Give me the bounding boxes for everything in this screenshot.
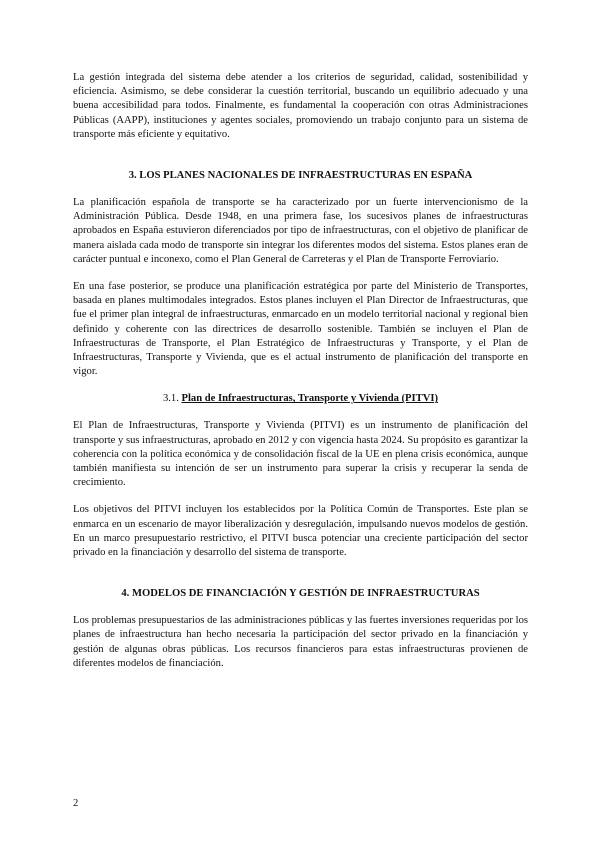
section-3-1-heading xyxy=(73,392,528,406)
section-3-1-title: Plan de Infraestructuras, Transporte y Vivienda (PITVI) xyxy=(181,393,439,405)
document-body xyxy=(73,71,528,671)
page-number: 2 xyxy=(73,798,79,809)
section-3-1-number: 3.1. xyxy=(162,393,179,405)
section-4-heading: 4. MODELOS DE FINANCIACIÓN Y GESTIÓN DE INFRAESTRUCTURAS xyxy=(121,588,480,600)
section-3-paragraph-2: En una fase posterior, se produce una planificación estratégica por parte del Ministerio de Transportes, basada en planes multimodales integrados. Estos planes incluyen el Plan Director de Infraestructuras, que fue el primer plan integral de infraestructuras, enmarcado en un modelo territorial nacional y regional bien definido y coherente con las directrices de desarrollo sostenible. También se incluyen el Plan de Infraestructuras de Transporte, el Plan Estratégico de Infraestructuras y Transporte, y el Plan de Infraestructuras, Transporte y Vivienda, que es el actual instrumento de planificación del transporte en vigor. xyxy=(73,281,528,378)
section-3-heading: 3. LOS PLANES NACIONALES DE INFRAESTRUCTURAS EN ESPAÑA xyxy=(128,170,473,182)
section-3-1-paragraph-2: Los objetivos del PITVI incluyen los establecidos por la Política Común de Transportes. Este plan se enmarca en un escenario de mayor liberalización y desregulación, impulsando nuevos modelos de gestión. En un marco presupuestario restrictivo, el PITVI busca potenciar una creciente participación del sector privado en la financiación y desarrollo del sistema de transporte. xyxy=(73,504,528,559)
section-3-1-paragraph-1: El Plan de Infraestructuras, Transporte y Vivienda (PITVI) es un instrumento de planificación del transporte y sus infraestructuras, aprobado en 2012 y con vigencia hasta 2024. Su propósito es garantizar la coherencia con la política económica y de consolidación fiscal de la UE en plena crisis económica, aunque también manifiesta su intención de ser un instrumento para superar la crisis y recuperar la senda de crecimiento. xyxy=(73,420,528,489)
section-4-paragraph-1: Los problemas presupuestarios de las administraciones públicas y las fuertes inversiones requeridas por los planes de infraestructura han hecho necesaria la participación del sector privado en la financiación y gestión de algunas obras públicas. Los recursos financieros para estas infraestructuras provienen de diferentes modelos de financiación. xyxy=(73,615,528,669)
intro-paragraph: La gestión integrada del sistema debe atender a los criterios de seguridad, calidad, sostenibilidad y eficiencia. Asimismo, se debe considerar la cuestión territorial, buscando un equilibrio adecuado y una buena accesibilidad para todos. Finalmente, es fundamental la cooperación con otras Administraciones Públicas (AAPP), instituciones y agentes sociales, promoviendo un trabajo conjunto para un sistema de transporte más eficiente y equitativo. xyxy=(73,72,528,140)
section-3-paragraph-1: La planificación española de transporte se ha caracterizado por un fuerte intervencionismo de la Administración Pública. Desde 1948, en una primera fase, los sucesivos planes de infraestructuras aprobados en España estuvieron diferenciados por tipo de infraestructuras, con el objetivo de planificar de manera aislada cada modo de transporte sin integrar los diferentes modos del sistema. Estos planes eran de carácter puntual e inconexo, como el Plan General de Carreteras y el Plan de Transporte Ferroviario. xyxy=(73,197,528,265)
